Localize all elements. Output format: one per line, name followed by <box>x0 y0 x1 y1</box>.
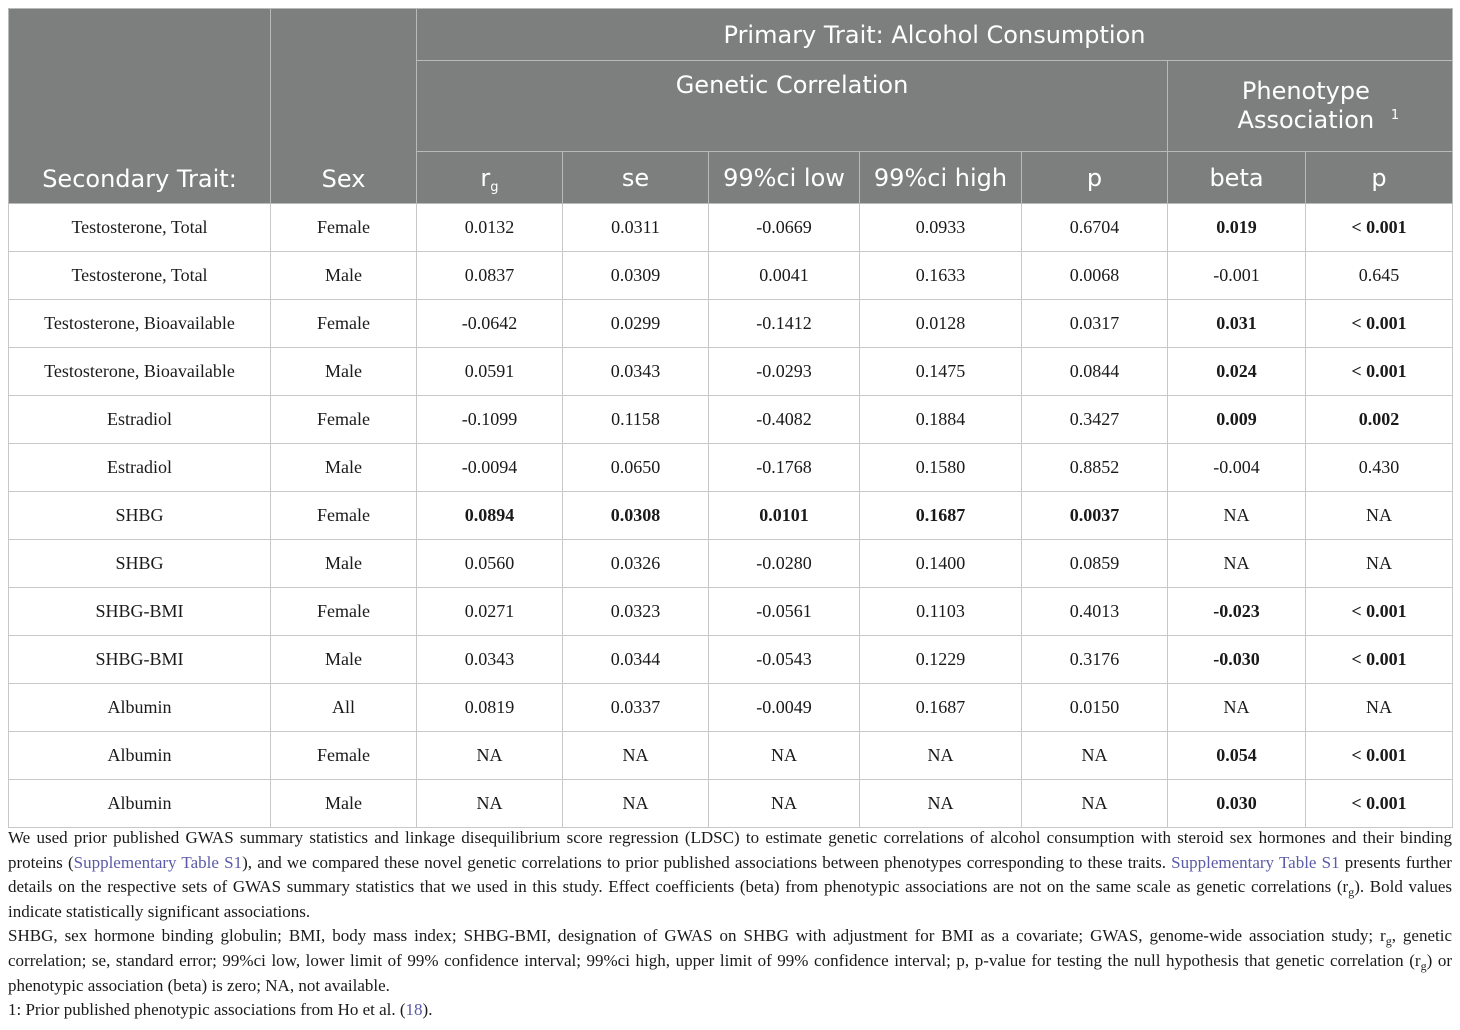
table-row <box>9 492 1453 540</box>
sex-cell: Female <box>271 300 417 348</box>
ci-high-cell: 0.1103 <box>860 588 1022 636</box>
trait-cell: SHBG <box>9 540 271 588</box>
se-cell: NA <box>563 780 709 828</box>
sex-cell: Female <box>271 396 417 444</box>
beta-cell: 0.054 <box>1168 732 1306 780</box>
trait-cell: Albumin <box>9 684 271 732</box>
secondary-trait-header: Secondary Trait: <box>9 9 271 204</box>
ci-high-cell: 0.0933 <box>860 204 1022 252</box>
note-paragraph: We used prior published GWAS summary statistics and linkage disequilibrium score regression (LDSC) to estimate genetic correlations of alcohol consumption with steroid sex hormones and their binding proteins (Supplementary Table S1), and we compared these novel genetic correlations to prior published associations between phenotypes corresponding to these traits. Supplementary Table S1 presents further details on the respective sets of GWAS summary statistics that we used in this study. Effect coefficients (beta) from phenotypic associations are not on the same scale as genetic correlations $(r_g)$. Bold values indicate statistically significant associations. <box>8 828 1452 921</box>
ci-low-cell: 0.0101 <box>709 492 860 540</box>
ci-high-cell: NA <box>860 732 1022 780</box>
phenotype-p-cell: < 0.001 <box>1306 300 1453 348</box>
sex-cell: Female <box>271 204 417 252</box>
phenotype-p-cell: < 0.001 <box>1306 732 1453 780</box>
table-row <box>9 780 1453 828</box>
rg-cell: 0.0132 <box>417 204 563 252</box>
beta-cell: 0.030 <box>1168 780 1306 828</box>
se-cell: 0.1158 <box>563 396 709 444</box>
table-row <box>9 204 1453 252</box>
table-notes <box>8 826 1452 1023</box>
beta-cell: 0.031 <box>1168 300 1306 348</box>
p-cell: 0.0317 <box>1022 300 1168 348</box>
ci-high-cell: 0.1687 <box>860 684 1022 732</box>
se-cell: 0.0344 <box>563 636 709 684</box>
reference-link[interactable]: 18 <box>405 1000 423 1020</box>
p-cell: 0.6704 <box>1022 204 1168 252</box>
p-cell: 0.0037 <box>1022 492 1168 540</box>
p-cell: 0.0859 <box>1022 540 1168 588</box>
sex-cell: Male <box>271 636 417 684</box>
rg-cell: -0.0642 <box>417 300 563 348</box>
rg-header: $r_g$ <box>417 152 563 204</box>
se-cell: 0.0650 <box>563 444 709 492</box>
phenotype-p-cell: < 0.001 <box>1306 204 1453 252</box>
ci-low-cell: -0.4082 <box>709 396 860 444</box>
beta-cell: -0.030 <box>1168 636 1306 684</box>
phenotype-p-cell: NA <box>1306 684 1453 732</box>
rg-cell: 0.0894 <box>417 492 563 540</box>
sex-cell: Female <box>271 732 417 780</box>
se-cell: 0.0308 <box>563 492 709 540</box>
beta-cell: -0.001 <box>1168 252 1306 300</box>
rg-cell: 0.0343 <box>417 636 563 684</box>
rg-cell: 0.0560 <box>417 540 563 588</box>
ci-low-cell: -0.0280 <box>709 540 860 588</box>
se-cell: 0.0309 <box>563 252 709 300</box>
table-row <box>9 300 1453 348</box>
p-cell: 0.0150 <box>1022 684 1168 732</box>
rg-cell: 0.0819 <box>417 684 563 732</box>
ci-high-cell: 0.1580 <box>860 444 1022 492</box>
se-cell: 0.0323 <box>563 588 709 636</box>
se-cell: 0.0311 <box>563 204 709 252</box>
phenotype-p-cell: < 0.001 <box>1306 780 1453 828</box>
ci-low-cell: NA <box>709 780 860 828</box>
se-cell: 0.0299 <box>563 300 709 348</box>
table-row <box>9 396 1453 444</box>
rg-cell: -0.1099 <box>417 396 563 444</box>
phenotype-p-header: p <box>1306 152 1453 204</box>
footnote-marker: 1 <box>1390 108 1400 123</box>
trait-cell: SHBG <box>9 492 271 540</box>
beta-cell: NA <box>1168 492 1306 540</box>
p-cell: NA <box>1022 780 1168 828</box>
ci-high-cell: 0.0128 <box>860 300 1022 348</box>
trait-cell: Estradiol <box>9 444 271 492</box>
table-row <box>9 540 1453 588</box>
rg-cell: 0.0591 <box>417 348 563 396</box>
beta-cell: 0.019 <box>1168 204 1306 252</box>
sex-cell: Female <box>271 492 417 540</box>
sex-cell: Male <box>271 780 417 828</box>
ci-low-cell: -0.0049 <box>709 684 860 732</box>
ci-high-cell: NA <box>860 780 1022 828</box>
phenotype-p-cell: 0.002 <box>1306 396 1453 444</box>
beta-cell: -0.023 <box>1168 588 1306 636</box>
phenotype-p-cell: NA <box>1306 540 1453 588</box>
beta-cell: 0.024 <box>1168 348 1306 396</box>
results-table <box>8 8 1453 828</box>
sex-cell: All <box>271 684 417 732</box>
phenotype-p-cell: < 0.001 <box>1306 348 1453 396</box>
ci-low-cell: -0.1768 <box>709 444 860 492</box>
ci-low-cell: -0.0543 <box>709 636 860 684</box>
sex-cell: Male <box>271 348 417 396</box>
sex-cell: Male <box>271 252 417 300</box>
sex-header: Sex <box>271 9 417 204</box>
trait-cell: Albumin <box>9 780 271 828</box>
ci-low-header: 99%ci low <box>709 152 860 204</box>
ci-low-cell: -0.0293 <box>709 348 860 396</box>
p-cell: 0.4013 <box>1022 588 1168 636</box>
p-cell: 0.3427 <box>1022 396 1168 444</box>
p-cell: 0.8852 <box>1022 444 1168 492</box>
ci-high-cell: 0.1229 <box>860 636 1022 684</box>
se-cell: 0.0337 <box>563 684 709 732</box>
ci-low-cell: 0.0041 <box>709 252 860 300</box>
rg-cell: NA <box>417 780 563 828</box>
sex-cell: Male <box>271 444 417 492</box>
table-row <box>9 732 1453 780</box>
beta-header: beta <box>1168 152 1306 204</box>
rg-cell: 0.0837 <box>417 252 563 300</box>
beta-cell: 0.009 <box>1168 396 1306 444</box>
ci-high-cell: 0.1687 <box>860 492 1022 540</box>
p-cell: 0.0068 <box>1022 252 1168 300</box>
footnote-paragraph: 1: Prior published phenotypic associations from Ho et al. (18). <box>8 1000 433 1020</box>
table-row <box>9 444 1453 492</box>
beta-cell: NA <box>1168 684 1306 732</box>
phenotype-p-cell: < 0.001 <box>1306 636 1453 684</box>
trait-cell: SHBG-BMI <box>9 636 271 684</box>
sex-cell: Male <box>271 540 417 588</box>
phenotype-p-cell: < 0.001 <box>1306 588 1453 636</box>
supplementary-link[interactable]: Supplementary Table S1 <box>73 852 243 872</box>
genetic-correlation-header: Genetic Correlation <box>417 61 1168 152</box>
phenotype-p-cell: 0.645 <box>1306 252 1453 300</box>
beta-cell: -0.004 <box>1168 444 1306 492</box>
trait-cell: Albumin <box>9 732 271 780</box>
table-row <box>9 684 1453 732</box>
ci-high-cell: 0.1475 <box>860 348 1022 396</box>
trait-cell: Testosterone, Bioavailable <box>9 300 271 348</box>
table-row <box>9 348 1453 396</box>
rg-cell: -0.0094 <box>417 444 563 492</box>
trait-cell: Testosterone, Total <box>9 252 271 300</box>
se-cell: 0.0326 <box>563 540 709 588</box>
table-row <box>9 252 1453 300</box>
ci-high-header: 99%ci high <box>860 152 1022 204</box>
rg-cell: 0.0271 <box>417 588 563 636</box>
p-header: p <box>1022 152 1168 204</box>
primary-trait-header: Primary Trait: Alcohol Consumption <box>417 9 1453 61</box>
se-header: se <box>563 152 709 204</box>
p-cell: 0.3176 <box>1022 636 1168 684</box>
table-row <box>9 636 1453 684</box>
beta-cell: NA <box>1168 540 1306 588</box>
trait-cell: SHBG-BMI <box>9 588 271 636</box>
trait-cell: Testosterone, Bioavailable <box>9 348 271 396</box>
ci-high-cell: 0.1633 <box>860 252 1022 300</box>
trait-cell: Testosterone, Total <box>9 204 271 252</box>
p-cell: NA <box>1022 732 1168 780</box>
se-cell: NA <box>563 732 709 780</box>
table-row <box>9 588 1453 636</box>
phenotype-p-cell: NA <box>1306 492 1453 540</box>
phenotype-association-header <box>1168 61 1453 152</box>
phenotype-association-label: Phenotype Association <box>1237 77 1375 134</box>
p-cell: 0.0844 <box>1022 348 1168 396</box>
rg-cell: NA <box>417 732 563 780</box>
ci-low-cell: -0.0561 <box>709 588 860 636</box>
phenotype-p-cell: 0.430 <box>1306 444 1453 492</box>
ci-high-cell: 0.1400 <box>860 540 1022 588</box>
sex-cell: Female <box>271 588 417 636</box>
trait-cell: Estradiol <box>9 396 271 444</box>
se-cell: 0.0343 <box>563 348 709 396</box>
ci-high-cell: 0.1884 <box>860 396 1022 444</box>
ci-low-cell: -0.0669 <box>709 204 860 252</box>
ci-low-cell: -0.1412 <box>709 300 860 348</box>
ci-low-cell: NA <box>709 732 860 780</box>
supplementary-link[interactable]: Supplementary Table S1 <box>1171 852 1340 872</box>
abbreviations-paragraph: SHBG, sex hormone binding globulin; BMI, body mass index; SHBG-BMI, designation of GWAS on SHBG with adjustment for BMI as a covariate; GWAS, genome-wide association study; $r_g$, genetic correlation; se, standard error; 99%ci low, lower limit of 99% confidence interval; 99%ci high, upper limit of 99% confidence interval; p, p-value for testing the null hypothesis that genetic correlation $(r_g)$ or phenotypic association (beta) is zero; NA, not available. <box>8 926 1452 995</box>
